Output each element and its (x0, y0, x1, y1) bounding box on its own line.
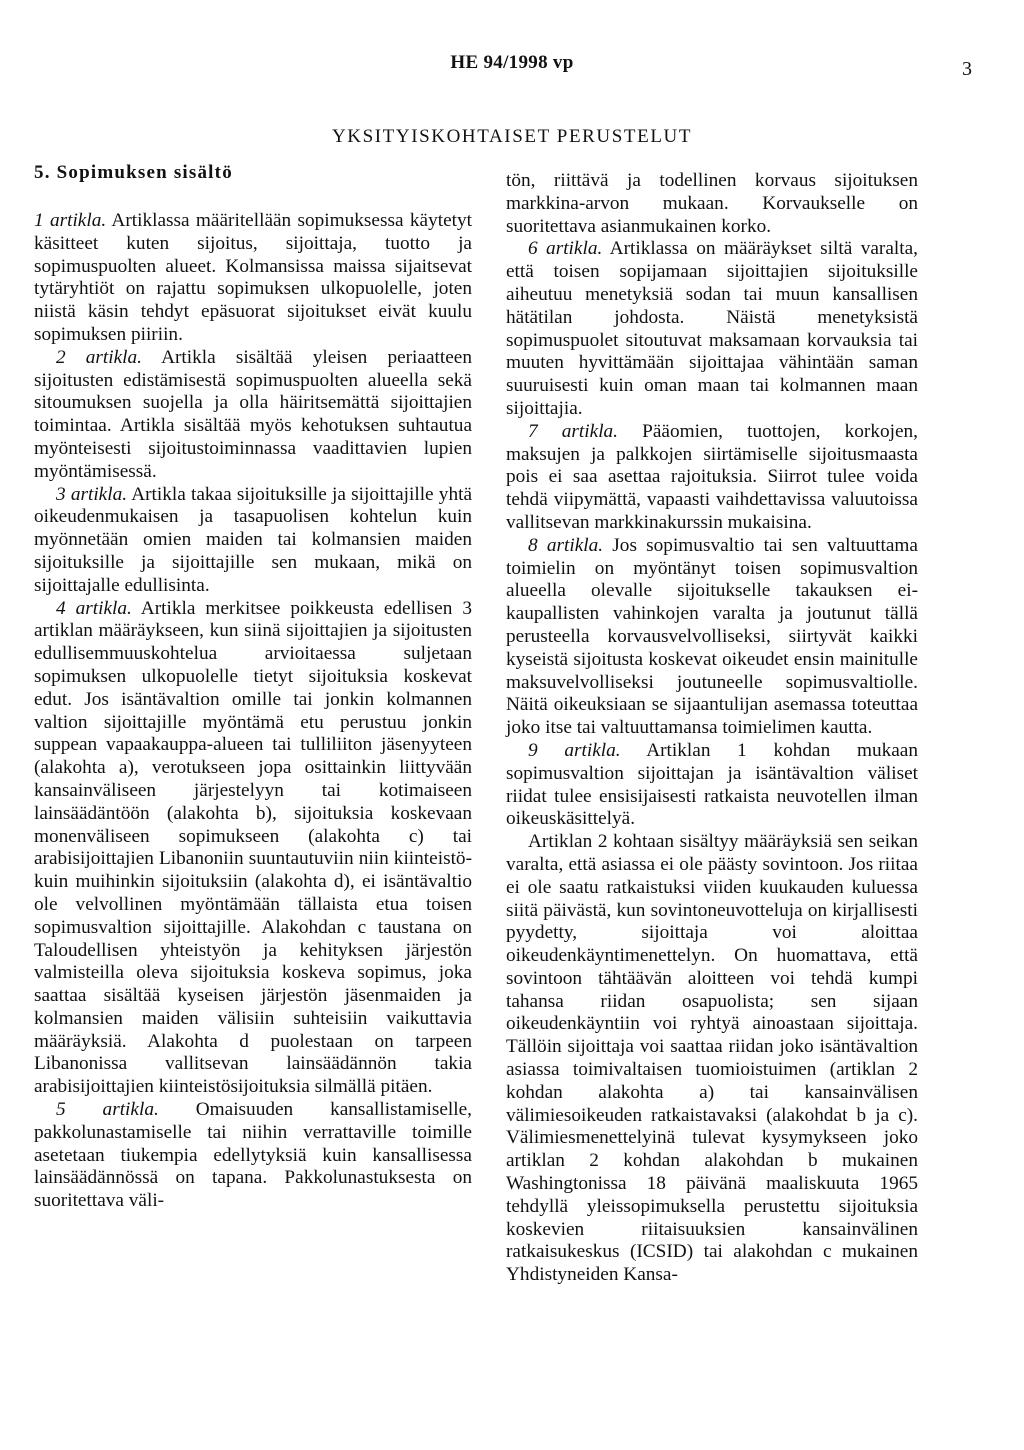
right-column (506, 170, 918, 1287)
paragraph-text: Jos sopimusvaltio tai sen valtuuttama toimielin on myöntänyt toisen sopimusvaltion alueella olevalle sijoitukselle takauksen ei-kaupallisten vahinkojen varalta ja joutunut tällä perusteella korvausvelvolliseksi, siirtyvät kaikki kyseistä sijoitusta koskevat oikeudet ensin mainitulle maksuvelvolliseksi joutuneelle sopimusvaltiolle. Näitä oikeuksiaan se sijaantulijan asemassa toteuttaa joko itse tai valtuuttamansa toimielimen kautta. (506, 534, 918, 739)
paragraph-text: Artikla merkitsee poikkeusta edellisen 3 artiklan määräykseen, kun siinä sijoittajien ja sijoitusten edullisemmuuskohtelua arvioitaessa suljetaan sopimuksen ulkopuolelle tietyt sijoituksia koskevat edut. Jos isäntävaltion omille tai jonkin kolmannen valtion sijoittajille myöntämä etu perustuu jonkin suppean vapaakauppa-alueen tai tulliliiton jäsenyyteen (alakohta a), verotukseen jopa osittainkin liittyvään kansainväliseen järjestelyyn tai kotimaiseen lainsäädäntöön (alakohta b), sijoituksia koskevaan monenväliseen sopimukseen (alakohta c) tai arabisijoittajien Libanoniin suuntautuviin niin kiinteistö- kuin muihinkin sijoituksiin (alakohta d), ei isäntävaltio ole velvollinen myöntämään tällaista etua toisen sopimusvaltion sijoittajille. Alakohdan c taustana on Taloudellisen yhteistyön ja kehityksen järjestön valmisteilla oleva sijoituksia koskeva sopimus, joka saattaa sisältää kyseisen järjestön jäsenmaiden ja kolmansien maiden välisiin suhteisiin vaikuttavia määräyksiä. Alakohta d puolestaan on tarpeen Libanonissa vallitsevan lainsäädännön takia arabisijoittajien kiinteistösijoituksia silmällä pitäen. (34, 597, 472, 1098)
paragraph (34, 1099, 472, 1213)
paragraph-text: Omaisuuden kansallistamiselle, pakkolunastamiselle tai niihin verrattaville toimille asetetaan tiukempia edellytyksiä kuin kansallisessa lainsäädännössä on tapana. Pakkolunastuksesta on suoritettava väli- (34, 1099, 472, 1212)
paragraph-text: Artiklassa määritellään sopimuksessa käytetyt käsitteet kuten sijoitus, sijoittaja, tuotto ja sopimuspuolten alueet. Kolmansissa maissa sijaitsevat tytäryhtiöt on rajattu sopimuksen ulkopuolelle, joten niistä käsin tehdyt epäsuorat sijoitukset eivät kuulu sopimuksen piiriin. (34, 210, 472, 345)
paragraph (506, 421, 918, 535)
paragraph (506, 831, 918, 1287)
article-label: 4 artikla. (56, 597, 132, 619)
page-header-title: HE 94/1998 vp (450, 52, 574, 73)
article-label: 1 artikla. (34, 210, 107, 231)
paragraph (506, 535, 918, 740)
paragraph (34, 210, 472, 347)
article-label: 3 artikla. (56, 483, 128, 505)
paragraph-text: Artiklassa on määräykset siltä varalta, että toisen sopijamaan sijoittajien sijoituksille aiheutuu menetyksiä sodan tai muun kansallisen hätätilan johdosta. Näistä menetyksistä sopimuspuolet sitoutuvat maksamaan korvauksia tai muuten hyvittämään sijoittajaa vähintään saman suuruisesti kuin oman maan tai kolmannen maan sijoittajia. (506, 238, 918, 419)
article-label: 2 artikla. (56, 346, 143, 368)
paragraph (34, 484, 472, 598)
article-label: 5 artikla. (56, 1099, 159, 1121)
article-label: 8 artikla. (528, 534, 604, 556)
article-label: 9 artikla. (528, 739, 621, 761)
article-label: 7 artikla. (528, 420, 619, 442)
paragraph-text: Artiklan 2 kohtaan sisältyy määräyksiä sen seikan varalta, että asiassa ei ole päästy sovintoon. Jos riitaa ei ole saatu ratkaistuksi viiden kuukauden kuluessa siitä päivästä, kun sovintoneuvotteluja on kirjallisesti pyydetty, sijoittaja voi aloittaa oikeudenkäyntimenettelyn. On huomattava, että sovintoon tähtäävän aloitteen voi tehdä kumpi tahansa riidan osapuolista; sen sijaan oikeudenkäyntiin voi ryhtyä ainoastaan sijoittaja. Tällöin sijoittaja voi saattaa riidan joko isäntävaltion asiassa toimivaltaisen tuomioistuimen (artiklan 2 kohdan alakohta a) tai kansainvälisen välimiesoikeuden ratkaistavaksi (alakohdat b ja c). Välimiesmenettelyinä tulevat kysymykseen joko artiklan 2 kohdan alakohdan b mukainen Washingtonissa 18 päivänä maaliskuuta 1965 tehdyllä yleissopimuksella perustettu sijoituksia koskevien riitaisuuksien kansainvälinen ratkaisukeskus (ICSID) tai alakohdan c mukainen Yhdistyneiden Kansa- (506, 831, 918, 1286)
paragraph-text: Artikla takaa sijoituksille ja sijoittajille yhtä oikeudenmukaisen ja tasapuolisen kohtelun kuin myönnetään omien maiden tai kolmansien maiden sijoituksille ja sijoittajille sen mukaan, mikä on sijoittajalle edullisinta. (34, 483, 473, 596)
paragraph (34, 347, 472, 484)
paragraph (506, 740, 918, 831)
left-column (34, 162, 473, 1213)
paragraph (506, 170, 918, 238)
subheading: 5. Sopimuksen sisältö (34, 162, 233, 183)
paragraph (34, 598, 472, 1100)
paragraph-text: tön, riittävä ja todellinen korvaus sijoituksen markkina-arvon mukaan. Korvaukselle on suoritettava asianmukainen korko. (506, 170, 918, 237)
paragraph-text: Artiklan 1 kohdan mukaan sopimusvaltion sijoittajan ja isäntävaltion väliset riidat tulee ensisijaisesti ratkaista neuvotellen ilman oikeuskäsittelyä. (506, 739, 918, 830)
article-label: 6 artikla. (528, 238, 603, 260)
paragraph-text: Artikla sisältää yleisen periaatteen sijoitusten edistämisestä sopimuspuolten alueella sekä sitoumuksen suojella ja olla häiritsemättä sijoittajien toimintaa. Artikla sisältää myös kehotuksen suhtautua myönteisesti sijoitustoiminnassa vaadittavien lupien myöntämisessä. (34, 346, 473, 482)
page-number: 3 (962, 58, 972, 80)
paragraph (506, 238, 918, 420)
section-title: YKSITYISKOHTAISET PERUSTELUT (331, 126, 693, 147)
paragraph-text: Pääomien, tuottojen, korkojen, maksujen ja palkkojen siirtämiselle sijoitusmaasta pois ei saa asettaa rajoituksia. Siirrot tulee voida tehdä viipymättä, vapaasti vaihdettavissa valuutoissa vallitsevan markkinakurssin mukaisina. (506, 420, 918, 533)
